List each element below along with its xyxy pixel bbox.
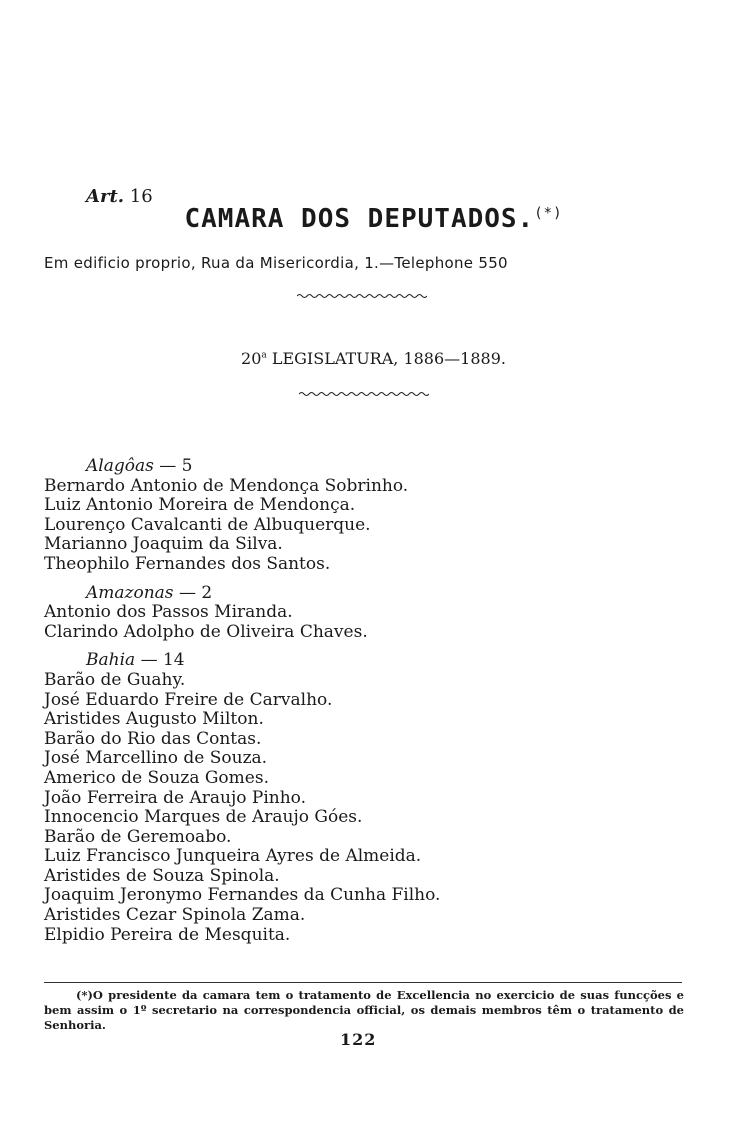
deputy-name: Elpidio Pereira de Mesquita.: [44, 924, 291, 945]
legislature-number: 20: [241, 349, 262, 368]
deputy-name: Joaquim Jeronymo Fernandes da Cunha Filho.: [44, 885, 441, 906]
state-heading: [86, 651, 704, 671]
deputy-name: Luiz Francisco Junqueira Ayres de Almeida.: [44, 846, 422, 867]
deputy-name: Barão de Guahy.: [44, 669, 186, 690]
deputy-name: Aristides Augusto Milton.: [44, 709, 264, 730]
footnote: [44, 988, 684, 1033]
legislature-ordinal: a: [261, 350, 267, 361]
deputy-name: Antonio dos Passos Miranda.: [44, 602, 293, 623]
deputy-name: Americo de Souza Gomes.: [44, 767, 269, 788]
ornament-divider-bottom: [299, 390, 429, 398]
state-group-amazonas: [44, 584, 704, 643]
state-heading: [86, 457, 704, 477]
state-heading: [86, 584, 704, 604]
deputy-name: Lourenço Cavalcanti de Albuquerque.: [44, 514, 371, 535]
address-line: Em edificio proprio, Rua da Misericordia, 1.—Telephone 550: [44, 254, 508, 272]
ornament-divider-top: [297, 292, 427, 300]
article-label: Art.: [86, 186, 125, 207]
state-name: Amazonas: [86, 582, 174, 603]
state-group-alagoas: [44, 457, 704, 575]
footnote-text: (*)O presidente da camara tem o tratamento de Excellencia no exercicio de suas funcções e bem assim o 1º secretario na correspondencia official, os demais membros têm o tratamento de Senhoria.: [44, 988, 684, 1032]
deputy-name: Barão de Geremoabo.: [44, 826, 232, 847]
deputy-name: Marianno Joaquim da Silva.: [44, 534, 283, 555]
page-title: [0, 204, 747, 234]
deputy-name: Luiz Antonio Moreira de Mendonça.: [44, 495, 356, 516]
deputy-name: João Ferreira de Araujo Pinho.: [44, 787, 307, 808]
legislature-heading: [0, 349, 747, 368]
footnote-divider: [44, 982, 682, 983]
state-group-bahia: [44, 651, 704, 945]
deputy-name: Clarindo Adolpho de Oliveira Chaves.: [44, 621, 368, 642]
state-count: — 14: [140, 650, 185, 671]
deputy-name: José Marcellino de Souza.: [44, 748, 268, 769]
deputy-name: José Eduardo Freire de Carvalho.: [44, 689, 333, 710]
deputy-name: Bernardo Antonio de Mendonça Sobrinho.: [44, 475, 409, 496]
deputy-name: Theophilo Fernandes dos Santos.: [44, 553, 331, 574]
page-number: 122: [340, 1030, 377, 1049]
state-name: Bahia: [86, 650, 136, 671]
title-text: CAMARA DOS DEPUTADOS.: [184, 204, 535, 234]
state-count: — 5: [159, 456, 193, 476]
state-count: — 2: [178, 582, 213, 603]
article-number: 16: [129, 186, 153, 207]
state-name: Alagôas: [86, 456, 154, 476]
deputy-name: Innocencio Marques de Araujo Góes.: [44, 807, 363, 828]
title-footnote-mark: (*): [534, 205, 563, 222]
deputy-name: Aristides Cezar Spinola Zama.: [44, 905, 306, 926]
deputy-name: Barão do Rio das Contas.: [44, 728, 262, 749]
legislature-text: LEGISLATURA, 1886—1889.: [271, 349, 506, 368]
deputies-list: [44, 457, 704, 954]
deputy-name: Aristides de Souza Spinola.: [44, 865, 280, 886]
